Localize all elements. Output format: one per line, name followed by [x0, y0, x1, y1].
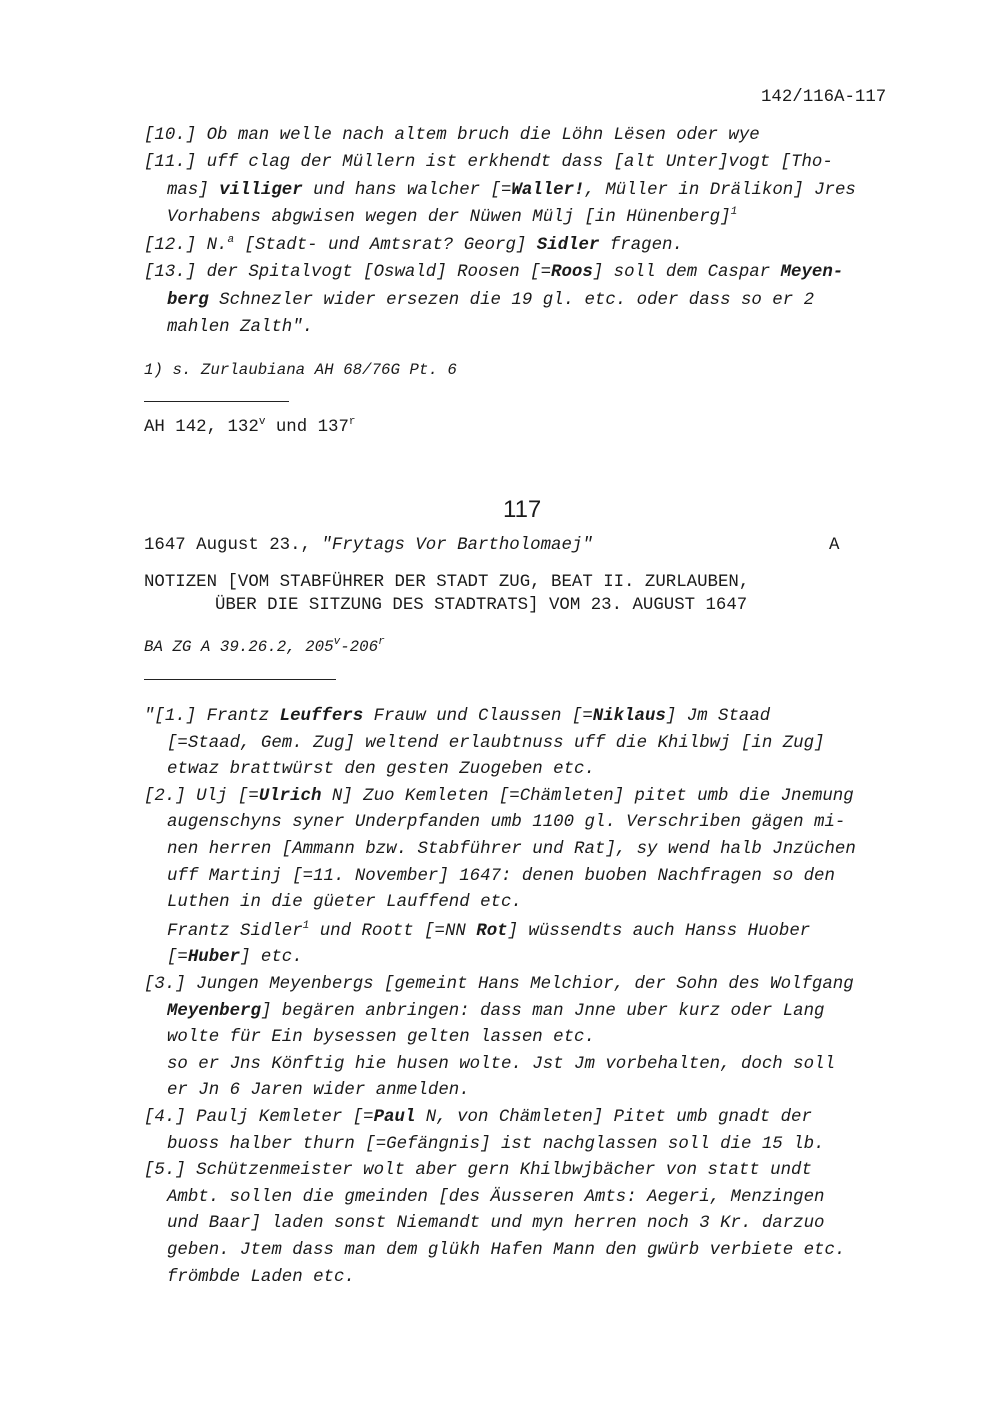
item-11-line — [144, 152, 833, 174]
name-emphasis: Waller! — [511, 180, 585, 200]
text-segment: Frantz Sidler — [167, 921, 303, 941]
text-segment: geben. Jtem dass man dem glükh Hafen Mann den gwürb verbiete etc. — [167, 1240, 846, 1260]
item-2-line — [167, 892, 522, 914]
item-1-line — [167, 733, 824, 755]
item-13-line — [167, 290, 814, 312]
footnote: 1) s. Zurlaubiana AH 68/76G Pt. 6 — [144, 361, 457, 379]
text-segment: [3.] Jungen Meyenbergs [gemeint Hans Melchior, der Sohn des Wolfgang — [144, 974, 854, 994]
text-segment: Schnezler wider ersezen die 19 gl. etc. oder dass so er 2 — [208, 290, 815, 310]
text-segment: ] wüssendts auch Hanss Huober — [507, 921, 811, 941]
item-13-line — [167, 317, 313, 339]
superscript: 1 — [302, 919, 310, 932]
text-segment: [5.] Schützenmeister wolt aber gern Khilbwjbächer von statt undt — [144, 1161, 812, 1181]
item-2-line — [167, 839, 856, 861]
text-segment: Vorhabens abgwisen wegen der Nüwen Mülj [in Hünenberg] — [167, 207, 731, 227]
text-segment: Luthen in die güeter Lauffend etc. — [167, 893, 522, 913]
text-segment: etwaz brattwürst den gesten Zuogeben etc. — [167, 760, 595, 780]
item-1-line — [144, 706, 770, 728]
name-emphasis: Rot — [476, 921, 508, 941]
text-segment: [4.] Paulj Kemleter [= — [144, 1107, 374, 1127]
text-segment: ] soll dem Caspar — [592, 263, 781, 283]
text-segment: mahlen Zalth". — [167, 317, 314, 337]
item-5-line — [144, 1160, 812, 1182]
text-segment: und hans walcher [= — [302, 180, 512, 200]
item-2-line — [167, 947, 303, 969]
item-4-line — [144, 1107, 812, 1129]
item-1-line — [167, 759, 595, 781]
name-emphasis: Huber — [187, 948, 241, 968]
document-title-line: NOTIZEN [VOM STABFÜHRER DER STADT ZUG, BEAT II. ZURLAUBEN, — [144, 573, 750, 592]
document-number: 117 — [503, 496, 542, 523]
text-segment: frömbde Laden etc. — [167, 1267, 355, 1287]
item-13-line — [144, 262, 843, 284]
item-5-line — [167, 1267, 355, 1289]
document-source — [144, 636, 385, 658]
text-segment: [10.] Ob man welle nach altem bruch die Löhn Lësen oder wye — [144, 126, 760, 145]
document-title-line: ÜBER DIE SITZUNG DES STADTRATS] VOM 23. AUGUST 1647 — [215, 596, 748, 615]
text-segment: ] Jm Staad — [665, 707, 771, 726]
item-2-line — [167, 866, 835, 888]
text-segment: und 137 — [265, 418, 349, 437]
text-segment: -206 — [340, 638, 379, 656]
text-segment: BA ZG A 39.26.2, 205 — [144, 638, 334, 656]
name-emphasis: berg — [167, 290, 209, 310]
item-11-line — [167, 207, 737, 229]
text-segment: Ambt. sollen die gmeinden [des Äusseren Amts: Aegeri, Menzingen — [167, 1187, 825, 1207]
text-segment: so er Jns Könftig hie husen wolte. Jst Jm vorbehalten, doch soll — [167, 1054, 835, 1074]
item-3-line — [167, 1054, 835, 1076]
name-emphasis: villiger — [219, 180, 303, 200]
text-segment: fragen. — [599, 235, 683, 255]
text-segment: [11.] uff clag der Müllern ist erkhendt dass [alt Unter]vogt [Tho- — [144, 153, 833, 173]
text-segment: [13.] der Spitalvogt [Oswald] Roosen [= — [144, 263, 552, 283]
superscript: r — [378, 636, 385, 648]
item-2-line — [167, 812, 845, 834]
text-segment: uff Martinj [=11. November] 1647: denen buoben Nachfragen so den — [167, 866, 835, 886]
name-emphasis: Roos — [551, 263, 593, 283]
text-segment: wolte für Ein bysessen gelten lassen etc. — [167, 1028, 595, 1048]
text-segment: [2.] Ulj [= — [144, 786, 259, 806]
separator-rule — [144, 679, 336, 680]
text-segment: ] etc. — [240, 948, 303, 968]
text-segment: und Baar] laden sonst Niemandt und myn herren noch 3 Kr. darzuo — [167, 1214, 825, 1234]
item-2-line — [167, 921, 810, 943]
item-5-line — [167, 1240, 845, 1262]
text-segment: , Müller in Drälikon] Jres — [584, 180, 856, 200]
item-3-line — [144, 974, 854, 996]
text-segment: [=Staad, Gem. Zug] weltend erlaubtnuss uff die Khilbwj [in Zug] — [167, 733, 825, 753]
item-4-line — [167, 1134, 824, 1156]
item-10-line — [144, 125, 760, 147]
text-segment: AH 142, 132 — [144, 418, 259, 437]
item-3-line — [167, 1001, 825, 1023]
item-3-line — [167, 1027, 595, 1049]
document-type-letter: A — [829, 536, 840, 555]
text-segment: "[1.] Frantz — [144, 707, 280, 726]
superscript: v — [258, 416, 266, 428]
date-quote: "Frytags Vor Bartholomaej" — [321, 536, 593, 555]
name-emphasis: Niklaus — [592, 707, 666, 726]
item-5-line — [167, 1213, 824, 1235]
item-11-line — [167, 180, 856, 202]
superscript: v — [333, 636, 341, 648]
text-segment: und Roott [=NN — [309, 921, 477, 941]
superscript: a — [227, 233, 235, 246]
text-segment: [= — [167, 948, 188, 968]
text-segment: nen herren [Ammann bzw. Stabführer und Rat], sy wend halb Jnzüchen — [167, 840, 856, 859]
text-segment: er Jn 6 Jaren wider anmelden. — [167, 1081, 470, 1101]
item-5-line — [167, 1187, 824, 1209]
item-2-line — [144, 786, 854, 808]
name-emphasis: Leuffers — [279, 707, 364, 726]
name-emphasis: Ulrich — [258, 786, 322, 806]
item-3-line — [167, 1080, 470, 1102]
text-segment: Frauw und Claussen [= — [363, 707, 593, 726]
text-segment: N, von Chämleten] Pitet umb gnadt der — [415, 1107, 812, 1127]
name-emphasis: Sidler — [536, 235, 600, 255]
text-segment: augenschyns syner Underpfanden umb 1100 gl. Verschriben gägen mi- — [167, 813, 846, 833]
page-reference: 142/116A-117 — [761, 88, 887, 107]
text-segment: [Stadt- und Amtsrat? Georg] — [234, 235, 537, 255]
text-segment: [12.] N. — [144, 235, 228, 255]
text-segment: buoss halber thurn [=Gefängnis] ist nachglassen soll die 15 lb. — [167, 1134, 825, 1154]
name-emphasis: Meyenberg — [167, 1001, 261, 1021]
name-emphasis: Meyen- — [780, 263, 844, 283]
text-segment: ] begären anbringen: dass man Jnne uber kurz oder Lang — [260, 1001, 825, 1021]
text-segment: N] Zuo Kemleten [=Chämleten] pitet umb die Jnemung — [321, 786, 854, 806]
name-emphasis: Paul — [373, 1107, 416, 1127]
document-date — [144, 535, 593, 557]
superscript: r — [348, 416, 356, 428]
item-12-line — [144, 235, 683, 257]
date-plain: 1647 August 23., — [144, 536, 322, 555]
separator-rule — [144, 401, 289, 402]
text-segment: mas] — [167, 180, 220, 200]
archive-source — [144, 417, 356, 439]
superscript: 1 — [730, 205, 738, 218]
